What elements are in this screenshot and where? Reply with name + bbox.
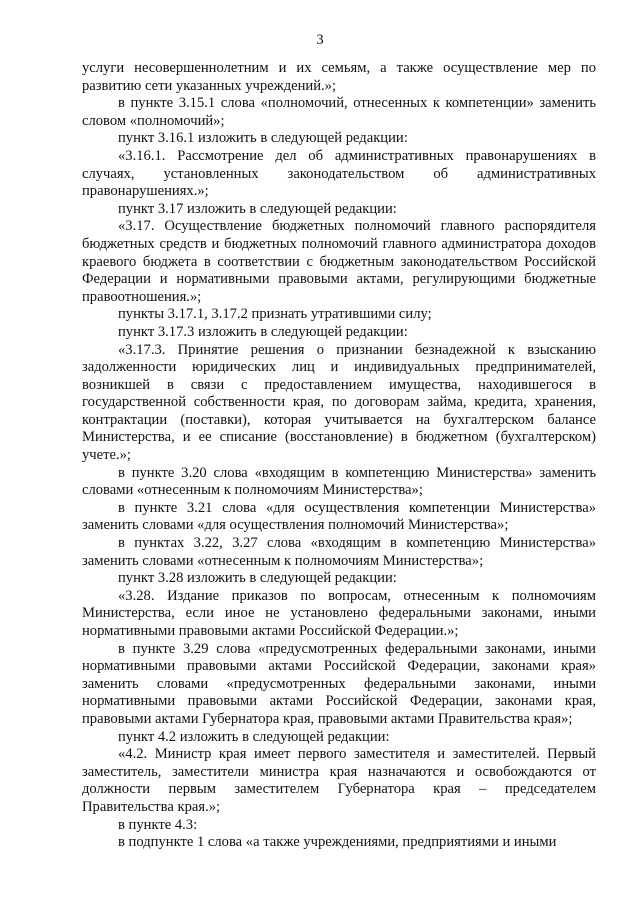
paragraph: в пункте 3.29 слова «предусмотренных федеральными законами, иными нормативными правовыми актами Российской Федерации, законами края» заменить словами «предусмотренных федеральными законами, иными нормативными правовыми актами Российской Федерации, законами края, правовыми актами Губернатора края, правовыми актами Правительства края»;: [82, 640, 596, 727]
paragraph: в пункте 3.15.1 слова «полномочий, отнесенных к компетенции» заменить словом «полномочий»;: [82, 95, 596, 129]
paragraph: в подпункте 1 слова «а также учреждениями, предприятиями и иными: [118, 834, 557, 851]
paragraph: пункт 4.2 изложить в следующей редакции:: [118, 728, 390, 745]
paragraph: в пункте 3.20 слова «входящим в компетенцию Министерства» заменить словами «отнесенным к полномочиям Министерства»;: [82, 464, 596, 499]
paragraph: «3.17. Осуществление бюджетных полномочий главного распорядителя бюджетных средств и бюджетных полномочий главного администратора доходов краевого бюджета в соответствии с бюджетным законодательством Российской Федерации и нормативными правовыми актами, регулирующими бюджетные правоотношения.»;: [82, 218, 596, 305]
document-body: [82, 60, 596, 852]
page-number: 3: [316, 32, 324, 48]
paragraph: в пунктах 3.22, 3.27 слова «входящим в компетенцию Министерства» заменить словами «отнесенным к полномочиям Министерства»;: [82, 535, 596, 569]
paragraph: «3.17.3. Принятие решения о признании безнадежной к взысканию задолженности юридических лиц и индивидуальных предпринимателей, возникшей в связи с предоставлением имущества, находившегося в государственной собственности края, по договорам займа, кредита, хранения, контрактации (поставки), которая учитывается на бухгалтерском балансе Министерства, и ее списание (восстановление) в бюджетном (бухгалтерском) учете.»;: [82, 341, 596, 464]
paragraph: пункт 3.28 изложить в следующей редакции:: [118, 570, 397, 587]
paragraph: «3.16.1. Рассмотрение дел об административных правонарушениях в случаях, установленных законодательством об административных правонарушениях.»;: [82, 147, 596, 200]
paragraph: услуги несовершеннолетним и их семьям, а также осуществление мер по развитию сети указанных учреждений.»;: [82, 60, 596, 94]
paragraph: пункт 3.16.1 изложить в следующей редакции:: [118, 130, 408, 147]
paragraph: в пункте 3.21 слова «для осуществления компетенции Министерства» заменить словами «для осуществления полномочий Министерства»;: [82, 499, 596, 534]
paragraph: пункты 3.17.1, 3.17.2 признать утратившими силу;: [118, 306, 432, 323]
paragraph: «3.28. Издание приказов по вопросам, отнесенным к полномочиям Министерства, если иное не установлено федеральными законами, иными нормативными правовыми актами Российской Федерации.»;: [82, 587, 596, 639]
paragraph: в пункте 4.3:: [118, 816, 198, 833]
paragraph: «4.2. Министр края имеет первого заместителя и заместителей. Первый заместитель, заместители министра края назначаются и освобождаются от должности первым заместителем Губернатора края – председателем Правительства края.»;: [82, 746, 596, 815]
paragraph: пункт 3.17 изложить в следующей редакции:: [118, 200, 397, 217]
paragraph: пункт 3.17.3 изложить в следующей редакции:: [118, 323, 408, 340]
